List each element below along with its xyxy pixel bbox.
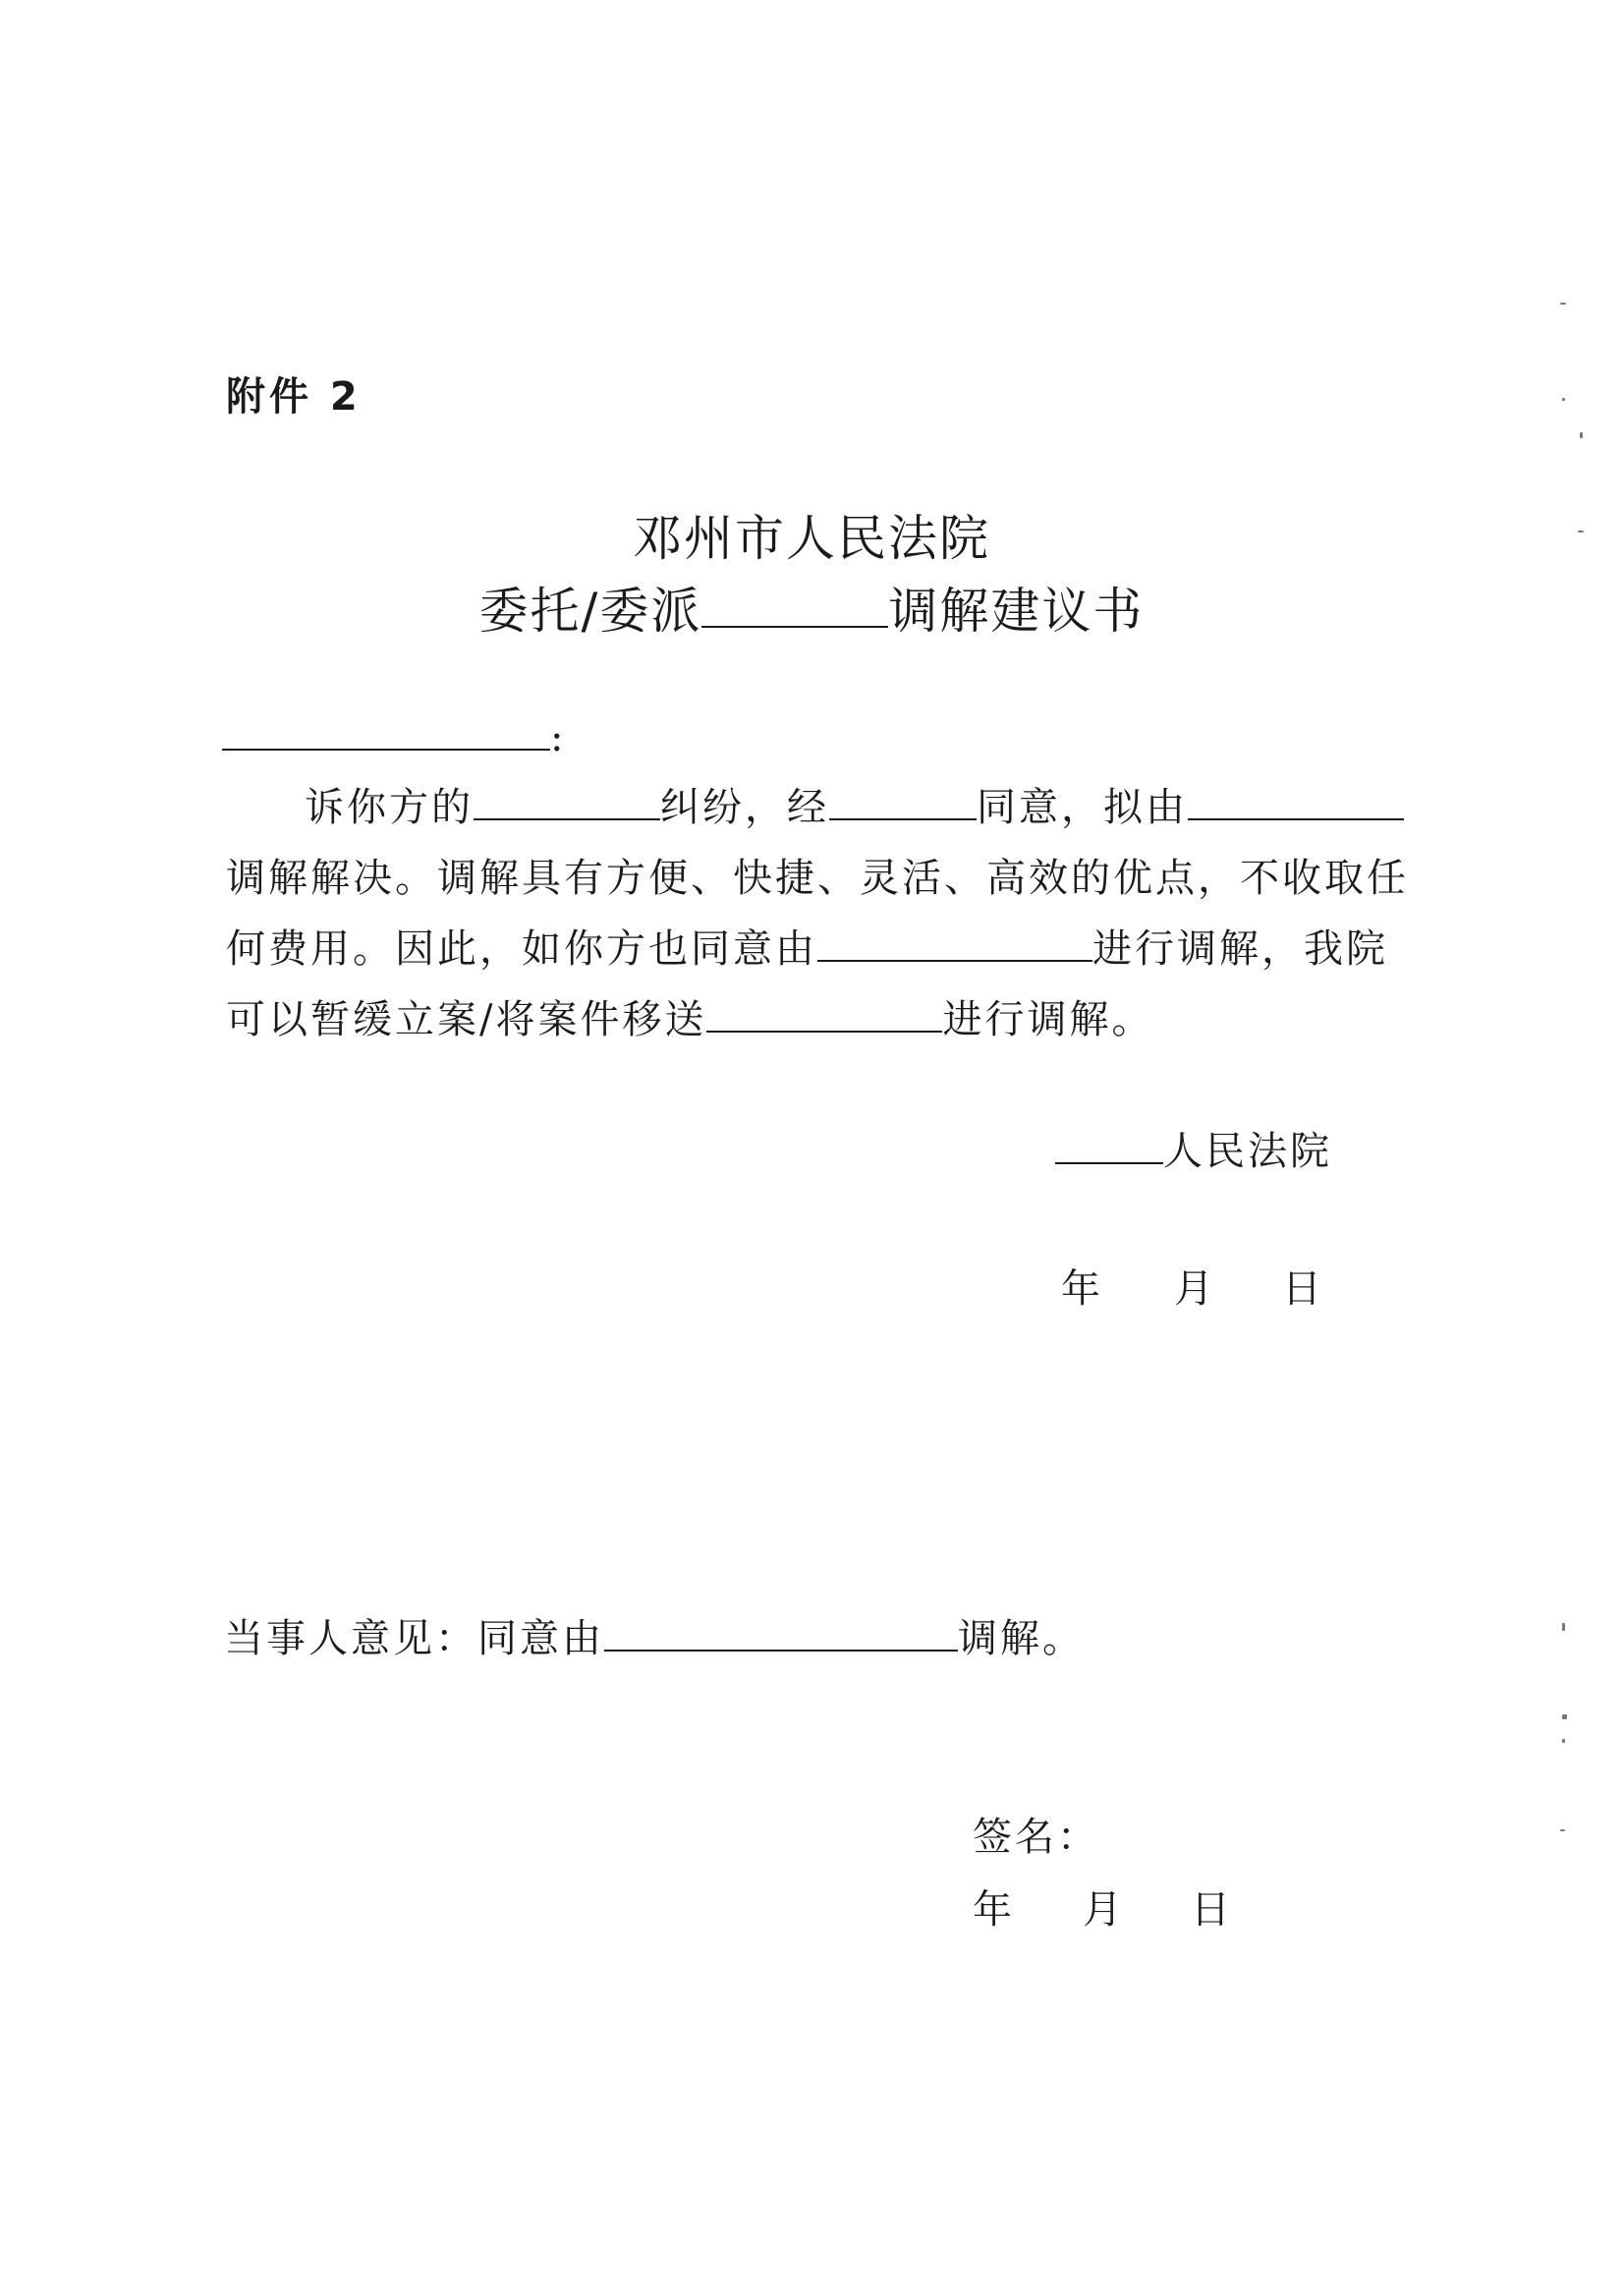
body-line-1 xyxy=(305,776,1404,832)
addressee-colon: : xyxy=(550,715,564,760)
document-title-prefix: 委托/委派 xyxy=(478,583,702,640)
court-date-month: 月 xyxy=(1174,1266,1213,1312)
scan-speck xyxy=(1562,398,1565,401)
body-line-3-part-b: 进行调解，我院 xyxy=(1092,926,1388,972)
body-line-4 xyxy=(226,988,1153,1044)
body-line-3-part-a: 何费用。因此，如你方也同意由 xyxy=(226,926,817,972)
scan-speck xyxy=(1562,1714,1567,1719)
party-date-day: 日 xyxy=(1191,1887,1230,1932)
scan-speck xyxy=(1560,303,1566,305)
body-line-1-part-b: 纠纷，经 xyxy=(660,785,829,830)
body-line-3 xyxy=(226,918,1388,974)
scan-speck xyxy=(1580,432,1583,438)
approver-blank xyxy=(829,777,977,820)
body-line-2: 调解解决。调解具有方便、快捷、灵活、高效的优点，不收取任 xyxy=(226,856,1409,901)
mediation-type-blank xyxy=(701,575,888,629)
party-mediator-blank xyxy=(604,1608,958,1652)
mediator-blank-1 xyxy=(1188,777,1404,820)
body-line-4-part-a: 可以暂缓立案/将案件移送 xyxy=(226,997,707,1042)
court-date-day: 日 xyxy=(1282,1266,1321,1312)
party-date-month: 月 xyxy=(1083,1887,1122,1932)
court-signature-line xyxy=(1055,1120,1332,1176)
transfer-target-blank xyxy=(706,989,942,1033)
body-line-1-part-c: 同意，拟由 xyxy=(977,785,1188,830)
document-title xyxy=(0,572,1623,643)
court-title: 邓州市人民法院 xyxy=(633,510,990,567)
party-opinion-prefix: 当事人意见：同意由 xyxy=(224,1616,604,1661)
court-name-blank xyxy=(1055,1121,1163,1164)
addressee-line xyxy=(222,707,563,760)
body-line-1-part-a: 诉你方的 xyxy=(305,785,474,830)
scan-speck xyxy=(1560,1829,1565,1831)
party-opinion-line xyxy=(224,1607,1085,1663)
scan-speck xyxy=(1562,1739,1565,1743)
document-title-suffix: 调解建议书 xyxy=(888,583,1145,640)
addressee-blank xyxy=(222,707,550,751)
party-opinion-suffix: 调解。 xyxy=(958,1616,1085,1661)
court-date-year: 年 xyxy=(1061,1266,1100,1312)
signature-label: 签名： xyxy=(973,1815,1099,1860)
mediator-blank-2 xyxy=(817,919,1092,962)
scan-speck xyxy=(1562,1623,1565,1631)
body-line-4-part-b: 进行调解。 xyxy=(942,997,1154,1042)
party-date-year: 年 xyxy=(973,1887,1012,1932)
court-signature-label: 人民法院 xyxy=(1163,1129,1332,1174)
attachment-label: 附件 2 xyxy=(226,374,362,420)
dispute-type-blank xyxy=(474,777,660,820)
scan-speck xyxy=(1578,531,1584,532)
